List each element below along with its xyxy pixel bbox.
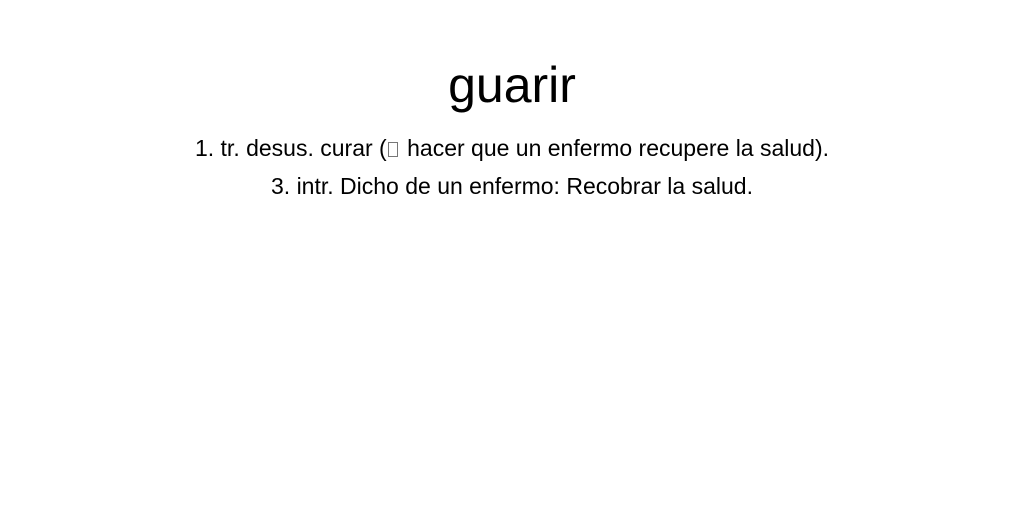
definition-1-suffix: hacer que un enfermo recupere la salud). bbox=[400, 135, 830, 161]
definition-list bbox=[0, 129, 1024, 205]
definition-1-prefix: 1. tr. desus. curar ( bbox=[194, 135, 387, 161]
definition-3-text: 3. intr. Dicho de un enfermo: Recobrar la salud. bbox=[271, 173, 753, 199]
missing-glyph-icon bbox=[388, 142, 398, 157]
entry-headword: guarir bbox=[448, 57, 576, 113]
definition-item-1 bbox=[0, 129, 1024, 167]
definition-item-3 bbox=[0, 167, 1024, 205]
